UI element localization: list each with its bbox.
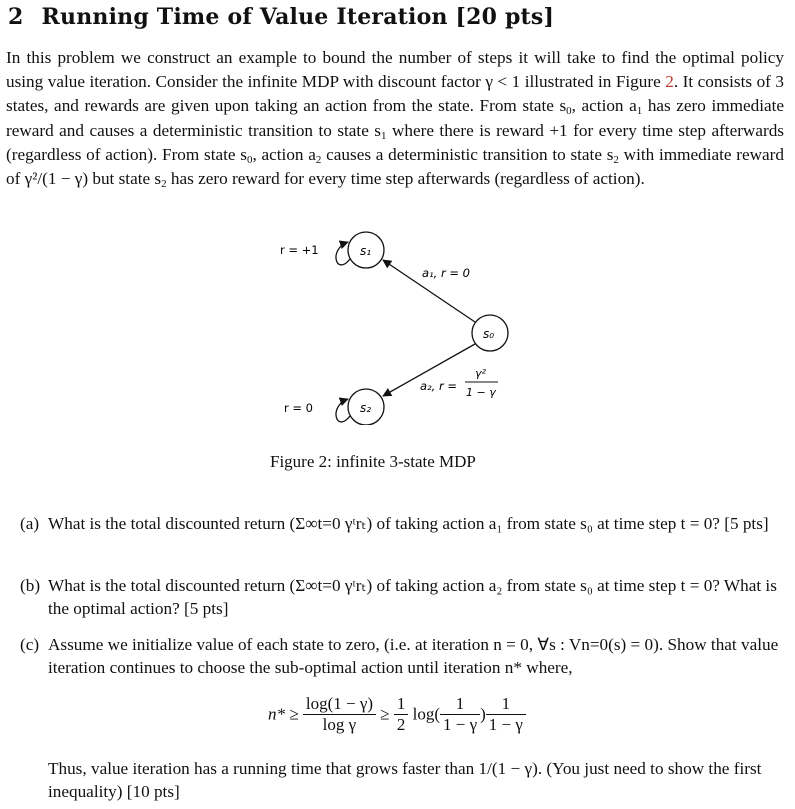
edge-a1-label: a₁, r = 0 [422,266,470,280]
fraction-half [394,694,409,735]
mdp-figure [270,225,510,425]
formula-lhs: n* ≥ [268,704,299,724]
section-heading: Running Time of Value Iteration [20 pts] [41,4,555,30]
s1-reward-label: r = +1 [280,243,319,257]
question-a-text: What is the total discounted return (Σ∞t=0 γᵗrₜ) of taking action a₁ from state s₀ at time step t = 0? [5 pts] [48,514,769,533]
inequality-formula [268,694,588,742]
fraction-log-ratio-den: log γ [322,715,357,734]
intro-text-2: . It consists of 3 states, and rewards are given upon taking an action from the state. From state s [6,72,785,116]
intro-text-4: has zero immediate reward and causes a deterministic transition to state s [6,96,784,140]
intro-text-5: where there is reward +1 for every time step afterwards (regardless of action). From state s [6,120,784,164]
question-b-text: What is the total discounted return (Σ∞t=0 γᵗrₜ) of taking action a₂ from state s₀ at time step t = 0? What is the optimal action? [5 pts] [48,576,777,618]
formula-close: ) [480,704,486,724]
s2-reward-label: r = 0 [284,401,313,415]
state-s1-label: s₁ [360,244,372,258]
figure-ref-link[interactable]: 2 [665,72,674,92]
intro-paragraph: In this problem we construct an example to bound the number of steps it will take to find the optimal policy using value iteration. Consider the infinite MDP with discount factor γ < 1 illustrated in Figure 2. It consists of 3 states, and rewards are given upon taking an action from the state. From state $s_0$, action $a_1$ has zero immediate reward and causes a deterministic transition to state $s_1$ where there is reward +1 for every time step afterwards (regardless of action). From state $s_0$, action $a_2$ causes a deterministic transition to state $s_2$ with immediate reward of γ²/(1 − γ) but state $s_2$ has zero reward for every time step afterwards (regardless of action). [6,48,785,191]
fraction-outer-den: 1 − γ [488,715,523,734]
state-s0-label: s₀ [483,327,495,341]
question-c-text: Assume we initialize value of each state to zero, (i.e. at iteration n = 0, ∀s : Vn=0(s) = 0). Show that value iteration continues to choose the sub-optimal action until iteration n* where, [48,635,779,677]
edge-a2-numerator: γ² [475,367,486,380]
state-s2-label: s₂ [360,401,372,415]
mdp-diagram [270,225,510,425]
edge-a2-label: a₂, r = [420,379,457,393]
question-b [20,574,785,620]
question-a [20,512,785,535]
section-number: 2 [8,4,24,30]
formula-geq: ≥ [380,704,390,724]
fraction-log-ratio-num: log(1 − γ) [303,694,376,715]
fraction-inner [440,694,480,735]
conclusion-text: Thus, value iteration has a running time that grows faster than 1/(1 − γ). (You just need to show the first inequality) [10 pts] [48,759,762,801]
fraction-outer-num: 1 [486,694,526,715]
fraction-half-num: 1 [394,694,409,715]
intro-text-3: , action a [571,96,637,116]
figure-caption: Figure 2: infinite 3-state MDP [270,452,476,471]
fraction-inner-den: 1 − γ [442,715,478,734]
intro-text-1: In this problem we construct an example to bound the number of steps it will take to find the optimal policy using value iteration. Consider the infinite MDP with discount factor γ < 1 illustrated in Figure [6,48,784,92]
intro-text-8: with immediate reward of γ²/(1 − γ) but state s [6,144,784,189]
formula-log-prefix: log( [412,704,440,724]
question-c [20,633,785,679]
intro-text-9: has zero reward for every time step afterwards (regardless of action). [166,169,645,189]
fraction-half-den: 2 [396,715,406,734]
conclusion [20,757,785,803]
question-a-label: (a) [20,514,40,533]
question-c-label: (c) [20,635,40,654]
fraction-inner-num: 1 [440,694,480,715]
intro-text-6: , action a [252,144,316,164]
question-b-label: (b) [20,576,41,595]
section-title [8,4,554,30]
fraction-outer [486,694,526,735]
edge-a2-denominator: 1 − γ [466,386,496,399]
intro-text-7: causes a deterministic transition to state s [321,144,614,164]
fraction-log-ratio [303,694,376,735]
